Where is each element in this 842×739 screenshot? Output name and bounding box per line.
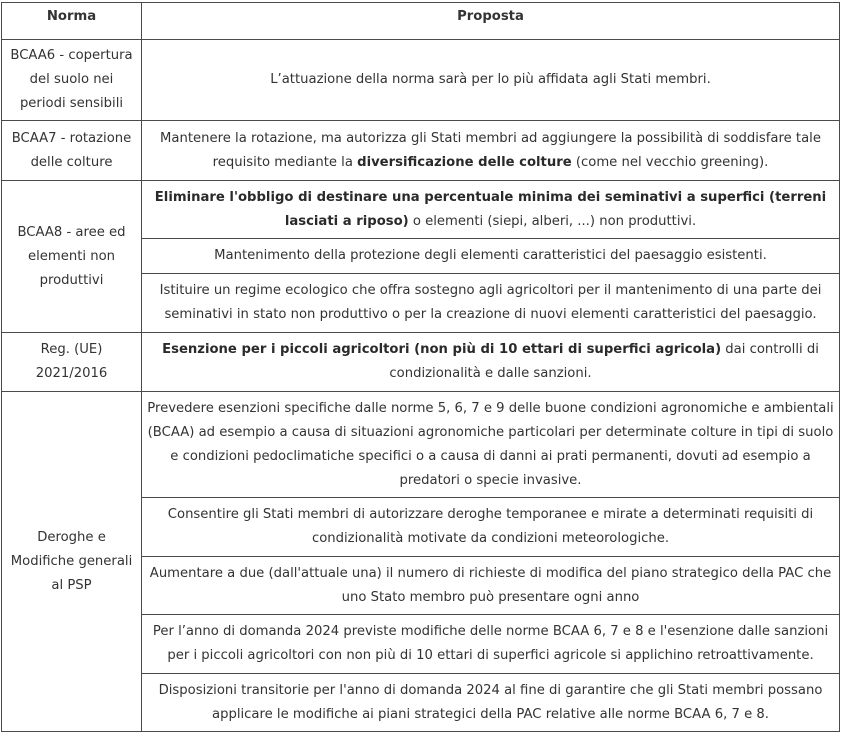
table-row — [2, 40, 840, 121]
table-row — [2, 181, 840, 239]
norma-cell: Reg. (UE) 2021/2016 — [2, 333, 142, 392]
norma-cell: BCAA8 - aree ed elementi non produttivi — [2, 181, 142, 333]
proposta-cell: Consentire gli Stati membri di autorizzare deroghe temporanee e mirate a determinati requisiti di condizionalità motivate da condizioni meteorologiche. — [142, 498, 840, 557]
table-row — [2, 392, 840, 498]
header-norma: Norma — [2, 3, 142, 40]
proposta-cell: Istituire un regime ecologico che offra sostegno agli agricoltori per il mantenimento di una parte dei seminativi in stato non produttivo o per la creazione di nuovi elementi caratteristici del paesaggio. — [142, 274, 840, 333]
proposta-cell — [142, 181, 840, 239]
table-row — [2, 121, 840, 181]
norma-cell: Deroghe e Modifiche generali al PSP — [2, 392, 142, 732]
table-row — [2, 333, 840, 392]
proposta-text: (come nel vecchio greening). — [571, 154, 769, 170]
proposta-cell: Aumentare a due (dall'attuale una) il numero di richieste di modifica del piano strategico della PAC che uno Stato membro può presentare ogni anno — [142, 557, 840, 615]
header-proposta: Proposta — [142, 3, 840, 40]
proposals-table — [1, 2, 840, 732]
proposta-cell — [142, 333, 840, 392]
proposta-bold: diversificazione delle colture — [357, 154, 572, 170]
proposta-cell: Per l’anno di domanda 2024 previste modifiche delle norme BCAA 6, 7 e 8 e l'esenzione dalle sanzioni per i piccoli agricoltori con non più di 10 ettari di superfici agricole si applichino retroattivamente. — [142, 615, 840, 674]
norma-cell: BCAA7 - rotazione delle colture — [2, 121, 142, 181]
proposta-cell: Disposizioni transitorie per l'anno di domanda 2024 al fine di garantire che gli Stati membri possano applicare le modifiche ai piani strategici della PAC relative alle norme BCAA 6, 7 e 8. — [142, 674, 840, 732]
proposta-text: dai controlli di condizionalità e dalle sanzioni. — [389, 342, 819, 381]
proposta-cell: Prevedere esenzioni specifiche dalle norme 5, 6, 7 e 9 delle buone condizioni agronomiche e ambientali (BCAA) ad esempio a causa di situazioni agronomiche particolari per determinate colture in tipi di suolo e condizioni pedoclimatiche specifici o a causa di danni ai prati permanenti, dovuti ad esempio a predatori o specie invasive. — [142, 392, 840, 498]
proposta-cell: Mantenimento della protezione degli elementi caratteristici del paesaggio esistenti. — [142, 239, 840, 274]
proposta-text: o elementi (siepi, alberi, ...) non produttivi. — [408, 213, 697, 229]
proposta-cell: L’attuazione della norma sarà per lo più affidata agli Stati membri. — [142, 40, 840, 121]
proposta-bold: Eliminare l'obbligo di destinare una percentuale minima dei seminativi a superfici (terreni lasciati a riposo) — [154, 189, 827, 229]
proposta-text: Mantenere la rotazione, ma autorizza gli Stati membri ad aggiungere la possibilità di soddisfare tale requisito mediante la — [160, 130, 821, 170]
norma-cell: BCAA6 - copertura del suolo nei periodi sensibili — [2, 40, 142, 121]
header-row — [2, 3, 840, 40]
proposta-bold: Esenzione per i piccoli agricoltori (non più di 10 ettari di superfici agricola) — [162, 342, 722, 357]
proposta-cell — [142, 121, 840, 181]
